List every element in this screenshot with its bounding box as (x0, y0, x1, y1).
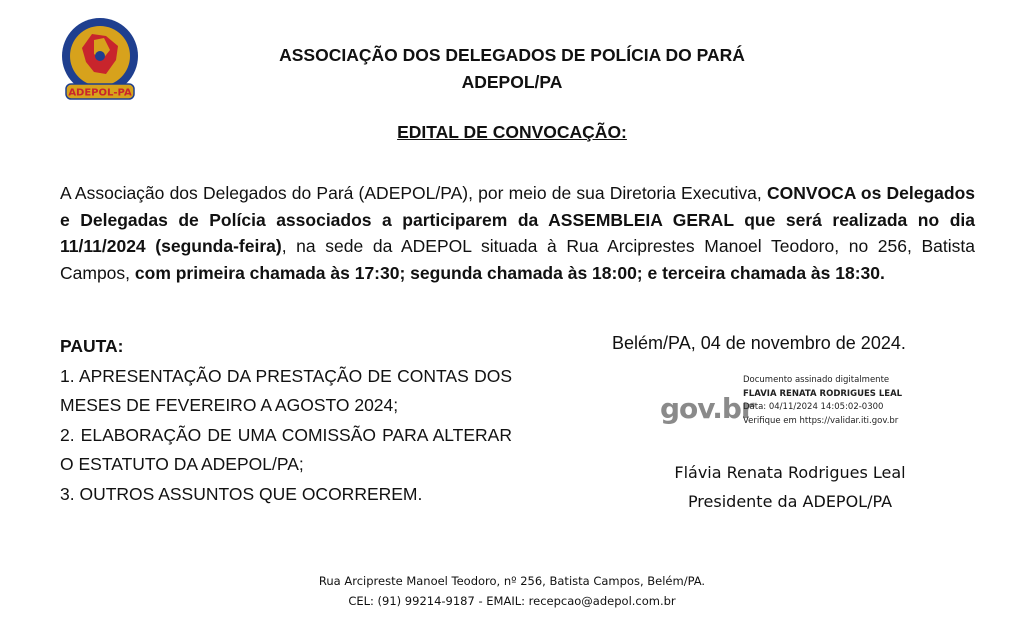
header-org-abbrev: ADEPOL/PA (461, 72, 563, 92)
signature-date: Data: 04/11/2024 14:05:02-0300 (743, 402, 884, 412)
paragraph-intro: A Associação dos Delegados do Pará (ADEPOL/PA), por meio de sua Diretoria Executiva, (60, 183, 767, 203)
agenda-item: 3. OUTROS ASSUNTOS QUE OCORREREM. (60, 483, 423, 504)
agenda-item: 2. ELABORAÇÃO DE UMA COMISSÃO PARA ALTERAR O ESTATUTO DA ADEPOL/PA; (60, 424, 512, 474)
document-title-text: EDITAL DE CONVOCAÇÃO: (397, 122, 627, 142)
footer-address: Rua Arcipreste Manoel Teodoro, nº 256, Batista Campos, Belém/PA. (318, 574, 706, 588)
paragraph-convocation: CONVOCA os Delegados e Delegadas de Polícia associados a participarem da ASSEMBLEIA GERAL que será realizada no dia 11/11/2024 (segunda-feira) (60, 183, 975, 256)
header-org-name: ASSOCIAÇÃO DOS DELEGADOS DE POLÍCIA DO PARÁ (279, 45, 745, 65)
footer-contact: CEL: (91) 99214-9187 - EMAIL: recepcao@adepol.com.br (348, 594, 676, 608)
paragraph-location: , na sede da ADEPOL situada à Rua Arciprestes Manoel Teodoro, no 256, Batista Campos, (60, 236, 975, 283)
document-title (0, 122, 1024, 143)
signature-verify: Verifique em https://validar.iti.gov.br (743, 415, 899, 426)
paragraph-schedule: com primeira chamada às 17:30; segunda chamada às 18:00; e terceira chamada às 18:30. (134, 262, 885, 283)
logo-text: ADEPOL-PA (68, 87, 132, 99)
digital-signature-box (743, 374, 902, 428)
signature-caption: Documento assinado digitalmente (743, 375, 890, 385)
signer-name: Flávia Renata Rodrigues Leal (674, 463, 906, 482)
signer-role: Presidente da ADEPOL/PA (687, 492, 893, 511)
govbr-logo: gov.br (660, 392, 754, 425)
agenda-title: PAUTA: (60, 336, 124, 356)
agenda-item: 1. APRESENTAÇÃO DA PRESTAÇÃO DE CONTAS DOS MESES DE FEVEREIRO A AGOSTO 2024; (60, 365, 512, 415)
convocation-paragraph (60, 180, 975, 286)
agenda-section (60, 332, 512, 509)
place-date: Belém/PA, 04 de novembro de 2024. (612, 333, 906, 353)
signature-name: FLAVIA RENATA RODRIGUES LEAL (743, 388, 903, 399)
